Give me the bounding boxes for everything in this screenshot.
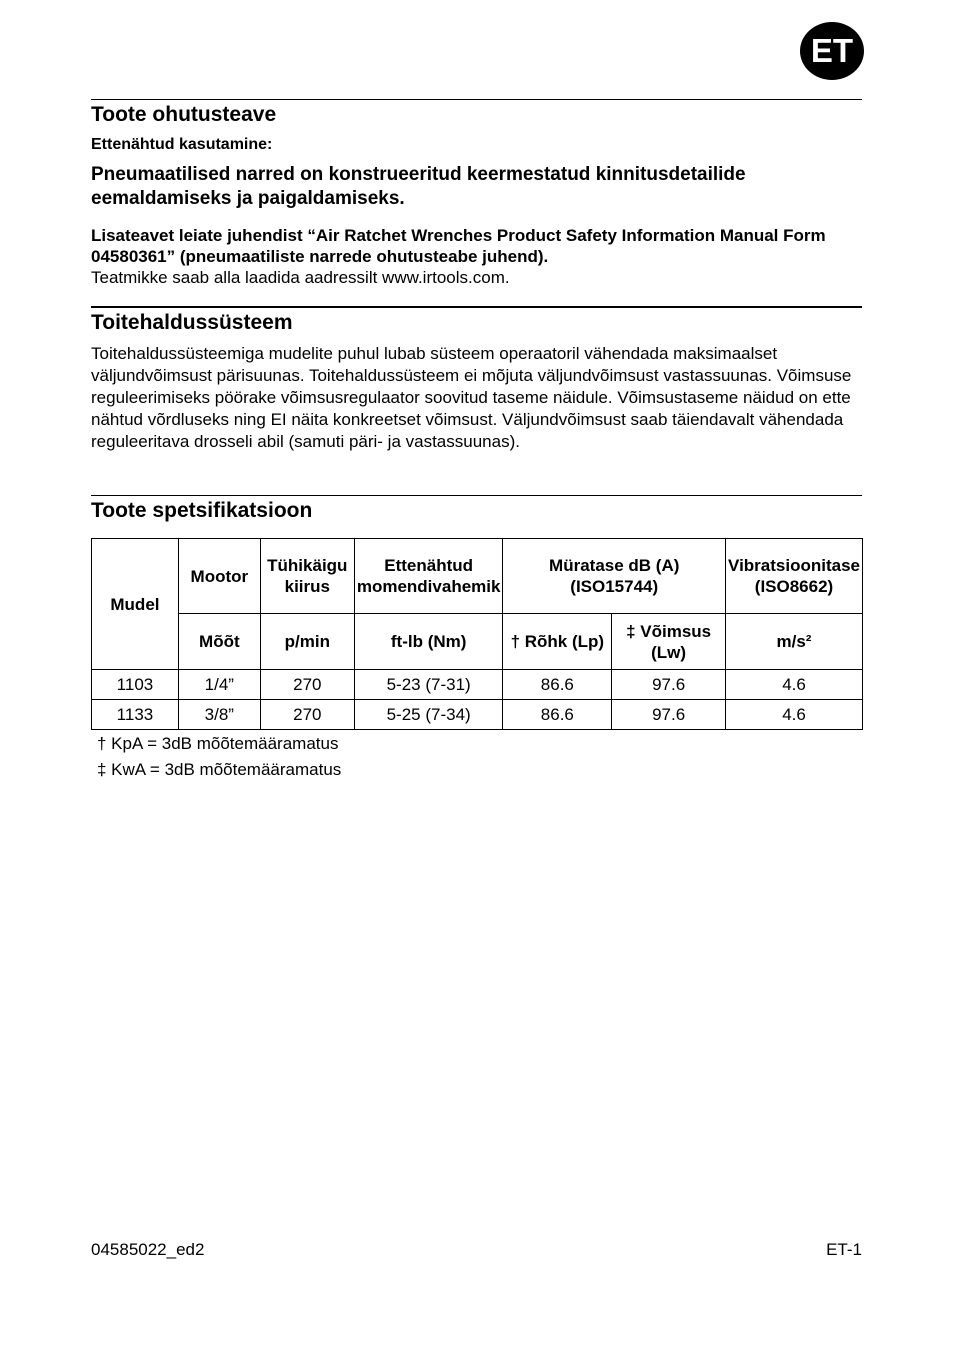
more-info-download: Teatmikke saab alla laadida aadressilt www.irtools.com. — [91, 268, 510, 287]
divider — [91, 306, 862, 308]
cell-torque: 5-25 (7-34) — [354, 700, 503, 730]
power-heading: Toitehaldussüsteem — [91, 311, 293, 334]
safety-heading: Toote ohutusteave — [91, 103, 277, 126]
cell-speed: 270 — [260, 670, 354, 700]
intended-use-label: Ettenähtud kasutamine: — [91, 136, 273, 153]
power-body: Toitehaldussüsteemiga mudelite puhul lubab süsteem operaatoril vähendada maksimaalset väljundvõimsust pärisuunas. Toitehaldussüsteem ei mõjuta väljundvõimsust vastassuunas. Võimsuse reguleerimiseks pöörake võimsusregulaator soovitud taseme näidule. Võimsustaseme näidud on ette nähtud võrdluseks ning EI näita konkreetset võimsust. Väljundvõimsust saab täiendavalt vähendada reguleeritava drosseli abil (samuti päri- ja vastassuunas). — [91, 344, 852, 451]
table-row — [92, 670, 863, 700]
col-noise: Müratase dB (A) (ISO15744) — [503, 539, 726, 614]
cell-power: 97.6 — [612, 700, 726, 730]
unit-torque: ft-lb (Nm) — [354, 614, 503, 670]
unit-pressure: † Rõhk (Lp) — [503, 614, 612, 670]
footnote-kpa: † KpA = 3dB mõõtemääramatus — [97, 734, 339, 753]
divider — [91, 99, 862, 100]
more-info-reference: Lisateavet leiate juhendist “Air Ratchet Wrenches Product Safety Information Manual Form 04580361” (pneumaatiliste narrede ohutusteabe juhend). — [91, 226, 826, 266]
unit-free-speed: p/min — [260, 614, 354, 670]
cell-pressure: 86.6 — [503, 670, 612, 700]
unit-motor: Mõõt — [178, 614, 260, 670]
doc-code: 04585022_ed2 — [91, 1240, 205, 1259]
divider — [91, 495, 862, 496]
col-free-speed: Tühikäigu kiirus — [260, 539, 354, 614]
language-badge: ET — [800, 22, 864, 80]
col-torque: Ettenähtud momendivahemik — [354, 539, 503, 614]
cell-model: 1133 — [92, 700, 179, 730]
cell-speed: 270 — [260, 700, 354, 730]
table-units-row — [92, 614, 863, 670]
cell-pressure: 86.6 — [503, 700, 612, 730]
col-vibration: Vibratsioonitase (ISO8662) — [726, 539, 863, 614]
unit-vibration: m/s² — [726, 614, 863, 670]
col-motor: Mootor — [178, 539, 260, 614]
cell-power: 97.6 — [612, 670, 726, 700]
page-number: ET-1 — [826, 1240, 862, 1259]
more-info — [91, 225, 861, 288]
cell-torque: 5-23 (7-31) — [354, 670, 503, 700]
footnote-kwa: ‡ KwA = 3dB mõõtemääramatus — [97, 760, 342, 779]
cell-size: 1/4” — [178, 670, 260, 700]
cell-size: 3/8” — [178, 700, 260, 730]
spec-heading: Toote spetsifikatsioon — [91, 499, 313, 522]
spec-table — [91, 538, 863, 730]
unit-power: ‡ Võimsus (Lw) — [612, 614, 726, 670]
col-model: Mudel — [92, 539, 179, 670]
table-row — [92, 700, 863, 730]
cell-vibration: 4.6 — [726, 700, 863, 730]
table-header-row — [92, 539, 863, 614]
cell-vibration: 4.6 — [726, 670, 863, 700]
cell-model: 1103 — [92, 670, 179, 700]
intended-use-text: Pneumaatilised narred on konstrueeritud keermestatud kinnitusdetailide eemaldamiseks ja paigaldamiseks. — [91, 164, 746, 209]
